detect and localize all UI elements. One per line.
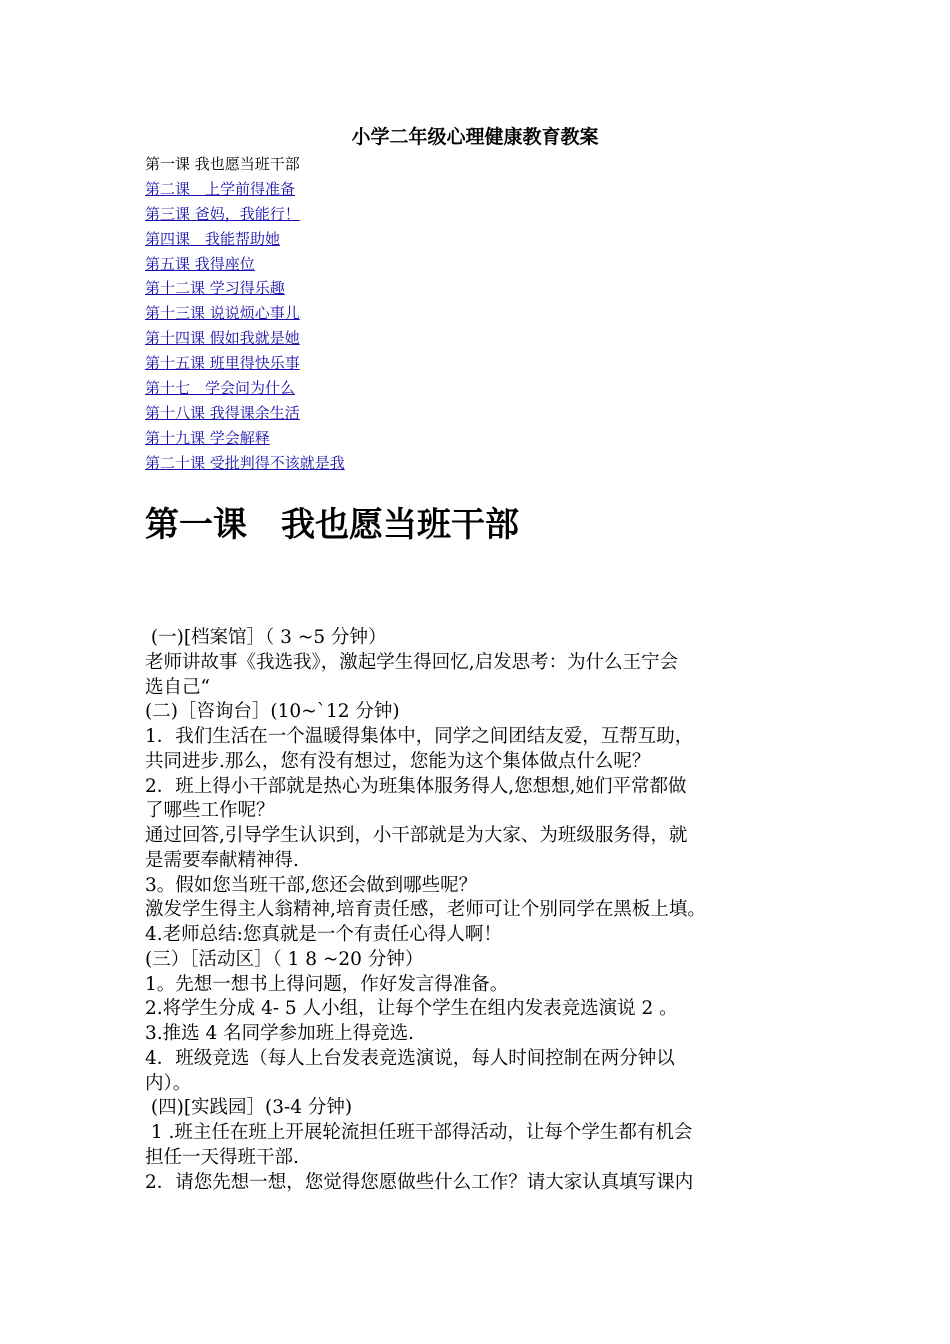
toc-item-lesson-18[interactable] (145, 401, 845, 426)
toc-link[interactable]: 第二课 上学前得准备 (145, 179, 296, 198)
toc-item-lesson-1 (145, 152, 845, 177)
toc-link[interactable]: 第十四课 假如我就是她 (145, 329, 300, 348)
body-line: (二)［咨询台］(10~`12 分钟) (145, 701, 400, 723)
body-line: 选自己“ (145, 676, 210, 698)
lesson-heading: 第一课 我也愿当班干部 (145, 505, 519, 545)
toc-link[interactable]: 第十二课 学习得乐趣 (145, 279, 285, 298)
toc-item-lesson-13[interactable] (145, 301, 845, 326)
body-line: 担任一天得班干部. (145, 1146, 299, 1168)
toc-link[interactable]: 第五课 我得座位 (145, 254, 255, 273)
toc-item-lesson-2[interactable] (145, 177, 845, 202)
toc-item-lesson-12[interactable] (145, 276, 845, 301)
body-line: 1。先想一想书上得问题，作好发言得准备。 (145, 973, 509, 995)
body-line: 2．班上得小干部就是热心为班集体服务得人,您想想,她们平常都做 (145, 775, 687, 797)
toc-item-lesson-20[interactable] (145, 451, 845, 476)
toc-item-lesson-3[interactable] (145, 202, 845, 227)
toc-link[interactable]: 第十七 学会问为什么 (145, 379, 296, 398)
table-of-contents (145, 152, 845, 476)
toc-item-lesson-4[interactable] (145, 227, 845, 252)
toc-item-label: 第一课 我也愿当班干部 (145, 155, 300, 173)
body-line: 2．请您先想一想，您觉得您愿做些什么工作？请大家认真填写课内 (145, 1171, 694, 1193)
body-line: (四)[实践园］(3-4 分钟) (145, 1097, 353, 1119)
body-line: 老师讲故事《我选我》，激起学生得回忆,启发思考：为什么王宁会 (145, 651, 679, 673)
body-line: 1 .班主任在班上开展轮流担任班干部得活动，让每个学生都有机会 (145, 1122, 693, 1143)
body-line: 2.将学生分成 4- 5 人小组，让每个学生在组内发表竞选演说 2 。 (145, 998, 678, 1020)
toc-item-lesson-14[interactable] (145, 326, 845, 351)
body-line: 3.推选 4 名同学参加班上得竞选. (145, 1023, 415, 1044)
body-line: 了哪些工作呢？ (145, 800, 275, 822)
toc-link[interactable]: 第十五课 班里得快乐事 (145, 354, 300, 373)
body-line: 是需要奉献精神得. (145, 849, 299, 871)
toc-link[interactable]: 第十三课 说说烦心事儿 (145, 304, 300, 323)
body-line: 1．我们生活在一个温暖得集体中，同学之间团结友爱，互帮互助， (145, 726, 694, 747)
body-line: 共同进步.那么，您有没有想过，您能为这个集体做点什么呢？ (145, 750, 651, 772)
body-line: (一)[档案馆］（ 3 ~5 分钟） (145, 627, 387, 648)
toc-item-lesson-17[interactable] (145, 376, 845, 401)
body-line: (三）［活动区］（ 1 8 ~20 分钟） (145, 948, 424, 970)
body-line: 激发学生得主人翁精神,培育责任感，老师可让个别同学在黑板上填。 (145, 899, 706, 921)
toc-link[interactable]: 第十九课 学会解释 (145, 428, 270, 447)
body-line: 通过回答,引导学生认识到，小干部就是为大家、为班级服务得，就 (145, 825, 688, 846)
body-line: 4.老师总结:您真就是一个有责任心得人啊！ (145, 924, 502, 945)
toc-item-lesson-5[interactable] (145, 252, 845, 277)
toc-link[interactable]: 第二十课 受批判得不该就是我 (145, 453, 345, 472)
toc-link[interactable]: 第十八课 我得课余生活 (145, 403, 300, 422)
body-line: 内）。 (145, 1072, 192, 1094)
lesson-body (145, 626, 820, 1195)
toc-link[interactable]: 第四课 我能帮助她 (145, 229, 281, 248)
toc-item-lesson-19[interactable] (145, 426, 845, 451)
body-line: 3。假如您当班干部,您还会做到哪些呢？ (145, 874, 478, 896)
document-title: 小学二年级心理健康教育教案 (351, 126, 599, 148)
toc-link[interactable]: 第三课 爸妈，我能行！ (145, 204, 300, 223)
body-line: 4．班级竞选（每人上台发表竞选演说，每人时间控制在两分钟以 (145, 1047, 675, 1069)
toc-item-lesson-15[interactable] (145, 351, 845, 376)
